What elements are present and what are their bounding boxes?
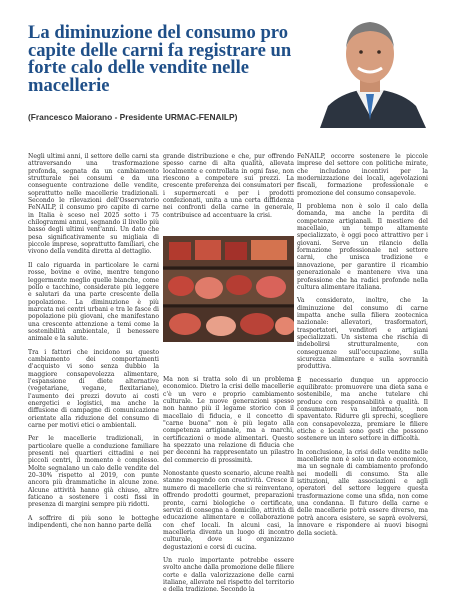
paragraph: In conclusione, la crisi delle vendite nelle macellerie non è solo un dato economico, ma un segnale di cambiamento profondo nei modelli di consumo. Sta alle istituzioni, alle associazioni e agli operatori del settore leggere questa trasformazione come una sfida, non come una condanna. Il futuro della carne e delle macellerie potrà essere diverso, ma potrà ancora esistere, se saprà evolversi, innovare e rispondere ai nuovi bisogni della società. bbox=[297, 448, 428, 537]
paragraph: Va considerato, inoltre, che la diminuzione del consumo di carne impatta anche sulla filiera zootecnica nazionale: allevatori, trasformatori, trasportatori, venditori e artigiani specializzati. Un sistema che rischia di indebolirsi strutturalmente, con conseguenze sull'occupazione, sulla sicurezza alimentare e sulla sovranità produttiva. bbox=[297, 297, 428, 371]
paragraph: Il calo riguarda in particolare le carni rosse, bovine e ovine, mentre tengono leggermente meglio quelle bianche, come pollo e tacchino, considerate più leggere e salutari da una parte crescente della popolazione. La diminuzione è più marcata nei centri urbani e tra le fasce di popolazione più giovani, che manifestano una crescente attenzione a temi come la sostenibilità ambientale, il benessere animale e la salute. bbox=[28, 261, 159, 343]
paragraph: È necessario dunque un approccio equilibrato: promuovere una dieta sana e sostenibile, ma anche tutelare chi produce con responsabilità e qualità. Il consumatore va informato, non spaventato. Ridurre gli sprechi, scegliere con consapevolezza, premiare le filiere etiche e locali sono gesti che possono sostenere un intero settore in difficoltà. bbox=[297, 376, 428, 443]
paragraph: Il problema non è solo il calo della domanda, ma anche la perdita di competenze artigianali. Il mestiere del macellaio, un tempo altamente specializzato, è oggi poco attrattivo per i giovani. Serve un rilancio della formazione professionale nel settore carni, che unisca tradizione e innovazione, per garantire il ricambio generazionale e mantenere viva una professione che ha radici profonde nella cultura alimentare italiana. bbox=[297, 203, 428, 291]
paragraph: A soffrire di più sono le botteghe indipendenti, che non hanno parte della bbox=[28, 514, 159, 530]
text-column-1 bbox=[28, 153, 159, 536]
paragraph: Per le macellerie tradizionali, in particolare quelle a conduzione familiare presenti nei quartieri cittadini e nei piccoli centri, il momento è complesso. Molte segnalano un calo delle vendite del 20–30% rispetto al 2019, con punte ancora più drammatiche in alcune zone. Alcune attività hanno già chiuso, altre faticano a sostenere i costi fissi in presenza di margini sempre più ridotti. bbox=[28, 435, 159, 509]
text-column-2-bottom bbox=[163, 376, 294, 600]
article-byline: (Francesco Maiorano - Presidente URMAC-FENAILP) bbox=[28, 112, 238, 122]
paragraph: Tra i fattori che incidono su questo cambiamento dei comportamenti d'acquisto vi sono senza dubbio la maggiore consapevolezza alimentare, l'espansione di diete alternative (vegetariane, vegane, flexitariane), l'aumento dei prezzi dovuto ai costi energetici e logistici, ma anche la diffusione di campagne di comunicazione orientate alla riduzione del consumo di carne per motivi etici o ambientali. bbox=[28, 348, 159, 430]
author-portrait bbox=[300, 10, 440, 128]
paragraph: Ma non si tratta solo di un problema economico. Dietro la crisi delle macellerie c'è un vero e proprio cambiamento culturale. Le nuove generazioni spesso non hanno più il legame storico con il macellaio di fiducia, e il concetto di "carne buona" non è più legato alla competenza artigianale, ma a marchi, certificazioni o mode alimentari. Questo ha spezzato una relazione di fiducia che per decenni ha rappresentato un pilastro del commercio di prossimità. bbox=[163, 376, 294, 464]
paragraph: FeNAILP, occorre sostenere le piccole imprese del settore con politiche mirate, che includano incentivi per la modernizzazione dei locali, agevolazioni fiscali, formazione professionale e promozione del consumo consapevole. bbox=[297, 153, 428, 197]
paragraph: grande distribuzione e che, pur offrendo spesso carne di alta qualità, allevata localmente e controllata in ogni fase, non riescono a competere sui prezzi. La crescente preferenza dei consumatori per i supermercati e per i prodotti confezionati, unita a una certa diffidenza nei confronti della carne in generale, contribuisce ad accentuare la crisi. bbox=[163, 153, 294, 219]
text-column-2-top bbox=[163, 153, 294, 225]
paragraph: Negli ultimi anni, il settore delle carni sta attraversando una trasformazione profonda, segnata da un cambiamento strutturale nei consumi e da una conseguente contrazione delle vendite, soprattutto nelle macellerie tradizionali. Secondo le rilevazioni dell'Osservatorio FeNAILP, il consumo pro capite di carne in Italia è sceso nel 2025 sotto i 75 chilogrammi annui, segnando il livello più basso degli ultimi vent'anni. Un dato che pesa significativamente su migliaia di piccole imprese, soprattutto familiari, che vivono della vendita diretta al dettaglio. bbox=[28, 153, 159, 256]
paragraph: Nonostante questo scenario, alcune realtà stanno reagendo con creatività. Cresce il numero di macellerie che si reinventano, offrendo prodotti gourmet, preparazioni pronte, carni biologiche o certificate, servizi di consegna a domicilio, attività di educazione alimentare e collaborazione con chef locali. In alcuni casi, la macelleria diventa un luogo di incontro culturale, dove si organizzano degustazioni e corsi di cucina. bbox=[163, 470, 295, 551]
paragraph: Un ruolo importante potrebbe essere svolto anche dalla promozione delle filiere corte e dalla valorizzazione delle carni italiane, allevate nel rispetto del territorio e della tradizione. Secondo la bbox=[163, 556, 294, 594]
text-column-3 bbox=[297, 153, 428, 543]
article-title: La diminuzione del consumo pro capite delle carni fa registrare un forte calo delle vendite nelle macellerie bbox=[28, 22, 292, 96]
meat-counter-photo bbox=[163, 236, 294, 342]
